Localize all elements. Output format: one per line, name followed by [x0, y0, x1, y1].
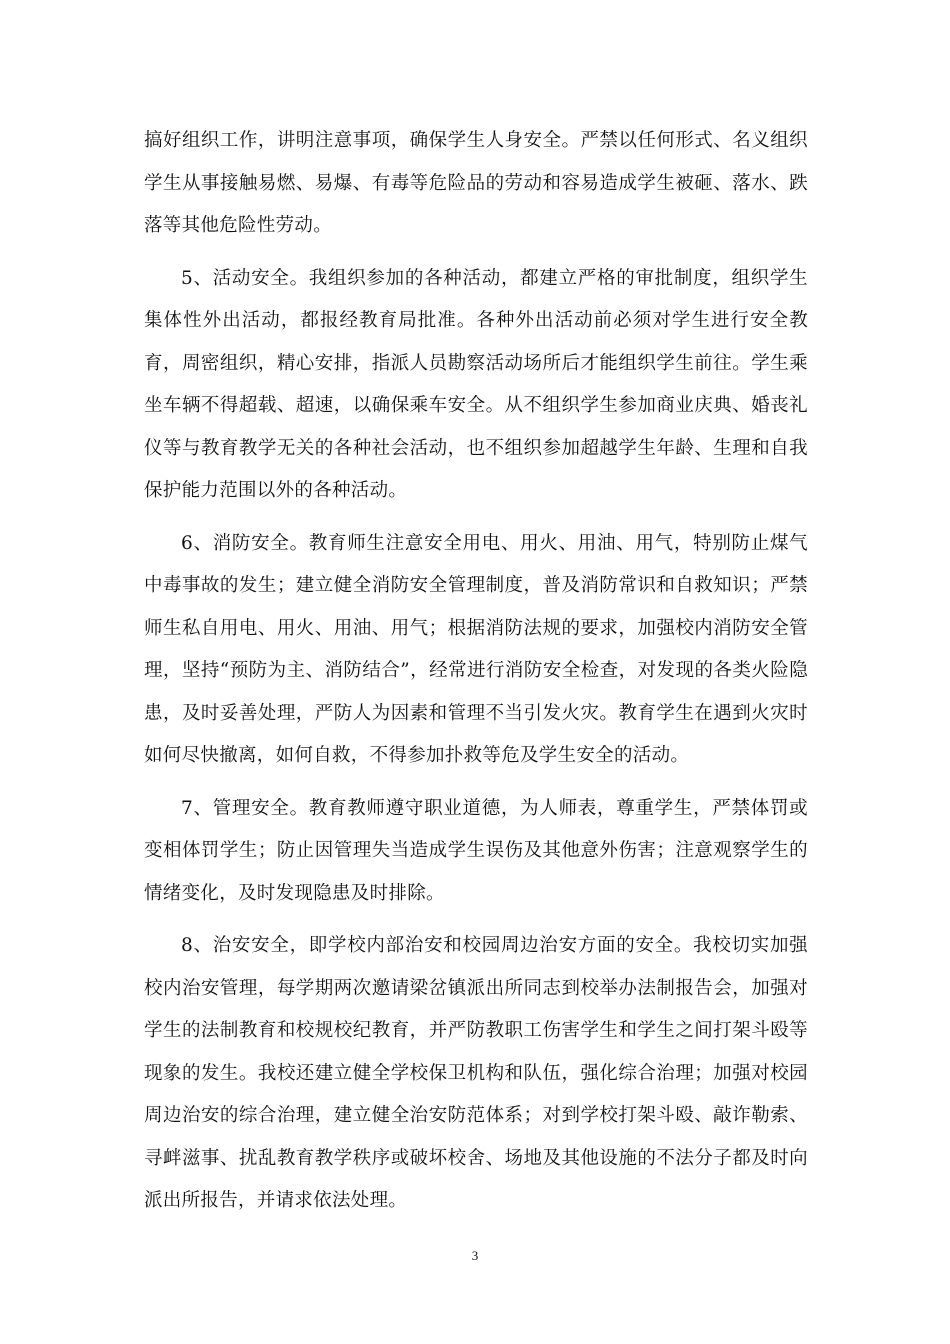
paragraph-fire-safety: 6、消防安全。教育师生注意安全用电、用火、用油、用气，特别防止煤气中毒事故的发生；建立健全消防安全管理制度，普及消防常识和自救知识；严禁师生私自用电、用火、用油、用气；根据消防法规的要求，加强校内消防安全管理，坚持“预防为主、消防结合”，经常进行消防安全检查，对发现的各类火险隐患，及时妥善处理，严防人为因素和管理不当引发火灾。教育学生在遇到火灾时如何尽快撤离，如何自救，不得参加扑救等危及学生安全的活动。	[144, 532, 808, 766]
page-number: 3	[471, 1248, 479, 1263]
paragraph-public-security-safety: 8、治安安全，即学校内部治安和校园周边治安方面的安全。我校切实加强校内治安管理，每学期两次邀请梁岔镇派出所同志到校举办法制报告会，加强对学生的法制教育和校规校纪教育，并严防教职工伤害学生和学生之间打架斗殴等现象的发生。我校还建立健全学校保卫机构和队伍，强化综合治理；加强对校园周边治安的综合治理，建立健全治安防范体系；对到学校打架斗殴、敲诈勒索、寻衅滋事、扰乱教育教学秩序或破坏校舍、场地及其他设施的不法分子都及时向派出所报告，并请求依法处理。	[144, 935, 808, 1211]
paragraph-management-safety: 7、管理安全。教育教师遵守职业道德，为人师表，尊重学生，严禁体罚或变相体罚学生；防止因管理失当造成学生误伤及其他意外伤害；注意观察学生的情绪变化，及时发现隐患及时排除。	[144, 797, 808, 904]
paragraph-activity-safety: 5、活动安全。我组织参加的各种活动，都建立严格的审批制度，组织学生集体性外出活动，都报经教育局批准。各种外出活动前必须对学生进行安全教育，周密组织，精心安排，指派人员勘察活动场所后才能组织学生前往。学生乘坐车辆不得超载、超速，以确保乘车安全。从不组织学生参加商业庆典、婚丧礼仪等与教育教学无关的各种社会活动，也不组织参加超越学生年龄、生理和自我保护能力范围以外的各种活动。	[144, 267, 808, 501]
paragraph-continued-safety: 搞好组织工作，讲明注意事项，确保学生人身安全。严禁以任何形式、名义组织学生从事接触易燃、易爆、有毒等危险品的劳动和容易造成学生被砸、落水、跌落等其他危险性劳动。	[144, 130, 808, 236]
document-body	[144, 120, 808, 1233]
